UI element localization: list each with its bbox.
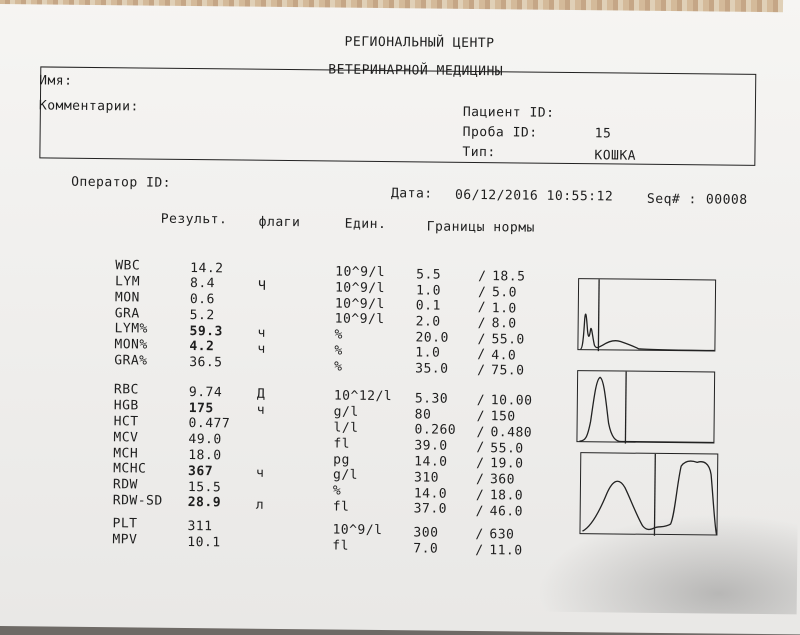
result-param-name: RDW (112, 477, 139, 493)
result-range-low: 0.1 (415, 298, 441, 314)
range-separator: / (476, 440, 485, 456)
name-label: Имя: (39, 73, 73, 89)
result-range-low: 1.0 (415, 345, 441, 361)
result-range-low: 35.0 (415, 361, 449, 377)
result-value: 18.0 (188, 447, 222, 464)
wbc-histogram (577, 278, 716, 351)
range-separator: / (475, 503, 485, 519)
result-unit: % (332, 483, 342, 499)
plt-histogram-curve (580, 453, 719, 536)
result-range-high: 55.0 (490, 440, 524, 457)
result-param-name: MON (114, 290, 140, 306)
range-separator: / (475, 487, 485, 503)
date-value: 06/12/2016 10:55:12 (454, 187, 614, 205)
date-label: Дата: (390, 186, 433, 202)
background-fabric (0, 0, 783, 12)
result-unit: 10^9/l (334, 312, 385, 328)
result-unit: % (334, 359, 343, 375)
range-separator: / (476, 408, 486, 424)
result-flag: Д (256, 386, 266, 402)
report-title-line2: ВЕТЕРИНАРНОЙ МЕДИЦИНЫ (328, 62, 504, 80)
result-param-name: GRA% (114, 352, 148, 369)
result-value: 311 (187, 518, 213, 535)
result-range-high: 19.0 (490, 456, 524, 472)
result-param-name: MON% (114, 337, 148, 353)
result-value: 367 (188, 463, 214, 480)
range-separator: / (475, 526, 484, 543)
range-separator: / (476, 392, 486, 409)
result-value: 0.6 (189, 292, 215, 308)
result-unit: 10^9/l (332, 522, 383, 539)
result-range-low: 5.5 (416, 267, 442, 283)
result-param-name: RDW-SD (112, 493, 163, 509)
result-range-low: 300 (413, 525, 439, 541)
type-label: Тип: (462, 144, 496, 161)
sample-id-label: Проба ID: (462, 124, 538, 141)
plt-histogram (579, 452, 718, 535)
result-range-high: 8.0 (491, 316, 517, 332)
result-value: 8.4 (189, 276, 216, 292)
range-separator: / (476, 456, 485, 472)
result-value: 14.2 (190, 260, 224, 277)
result-unit: fl (332, 499, 350, 515)
range-separator: / (477, 331, 486, 347)
result-range-high: 0.480 (490, 424, 533, 441)
rbc-histogram-curve (577, 371, 716, 444)
result-param-name: GRA (114, 305, 140, 322)
result-range-low: 2.0 (415, 314, 441, 330)
result-unit: g/l (332, 467, 359, 484)
result-range-high: 55.0 (491, 332, 525, 348)
result-range-low: 0.260 (414, 422, 457, 439)
result-range-high: 18.5 (492, 269, 526, 285)
result-unit: 10^12/l (333, 388, 393, 405)
result-value: 49.0 (188, 432, 222, 448)
result-unit: fl (333, 436, 351, 452)
result-range-high: 1.0 (491, 300, 517, 317)
result-flag: ч (256, 402, 266, 418)
result-param-name: RBC (113, 382, 139, 398)
result-param-name: MCV (113, 430, 139, 446)
result-range-high: 75.0 (491, 363, 525, 379)
result-range-high: 11.0 (489, 543, 523, 559)
result-range-high: 150 (490, 409, 516, 425)
result-range-high: 360 (489, 472, 516, 488)
result-param-name: PLT (112, 516, 138, 532)
result-range-high: 46.0 (489, 503, 524, 520)
range-separator: / (477, 300, 487, 316)
col-header-result: Результ. (160, 211, 228, 228)
result-range-low: 1.0 (415, 282, 442, 299)
result-value: 36.5 (189, 354, 223, 371)
result-range-low: 20.0 (415, 330, 449, 346)
result-value: 5.2 (189, 307, 215, 324)
result-param-name: MCHC (113, 461, 147, 477)
patient-info-box (39, 66, 756, 165)
result-range-low: 7.0 (413, 541, 439, 557)
comments-label: Комментарии: (38, 98, 139, 115)
result-value: 15.5 (187, 479, 222, 495)
result-range-low: 14.0 (413, 486, 448, 502)
result-unit: % (334, 327, 343, 343)
result-flag: ч (257, 341, 266, 357)
seq-label: Seq# : (646, 191, 698, 208)
result-value: 0.477 (188, 416, 231, 432)
result-flag: Ч (257, 278, 267, 294)
result-range-low: 37.0 (413, 501, 448, 518)
result-range-high: 18.0 (489, 488, 524, 504)
col-header-units: Един. (344, 216, 387, 233)
type-value: КОШКА (594, 148, 637, 164)
col-header-flags: флаги (258, 214, 301, 231)
result-unit: % (334, 343, 343, 359)
result-flag: л (255, 497, 265, 513)
result-value: 9.74 (188, 384, 223, 401)
result-param-name: MPV (112, 532, 138, 548)
result-range-high: 10.00 (490, 393, 533, 409)
report-title-line1: РЕГИОНАЛЬНЫЙ ЦЕНТР (344, 34, 495, 52)
range-separator: / (477, 363, 486, 379)
result-unit: 10^9/l (335, 264, 386, 281)
result-unit: 10^9/l (334, 280, 386, 297)
result-range-low: 39.0 (414, 438, 448, 454)
result-value: 175 (188, 400, 214, 416)
result-range-low: 80 (414, 407, 432, 423)
result-range-high: 4.0 (491, 347, 517, 364)
result-range-low: 14.0 (414, 454, 448, 470)
range-separator: / (475, 542, 484, 558)
col-header-range: Границы нормы (426, 219, 535, 236)
operator-label: Оператор ID: (71, 174, 172, 191)
rbc-histogram (576, 370, 715, 443)
result-flag: ч (255, 465, 265, 481)
seq-value: 00008 (705, 192, 748, 208)
result-param-name: HGB (113, 398, 139, 414)
sample-id-value: 15 (594, 126, 612, 142)
wbc-histogram-curve (578, 279, 717, 352)
result-param-name: HCT (113, 414, 139, 430)
range-separator: / (477, 347, 486, 363)
result-unit: 10^9/l (334, 296, 385, 312)
result-param-name: WBC (115, 258, 141, 274)
range-separator: / (478, 268, 487, 285)
result-range-high: 630 (489, 527, 515, 543)
result-value: 10.1 (187, 534, 221, 550)
range-separator: / (477, 284, 487, 300)
result-param-name: LYM (114, 274, 141, 290)
patient-id-label: Пациент ID: (462, 104, 555, 121)
range-separator: / (476, 424, 485, 440)
result-range-low: 5.30 (414, 391, 449, 407)
range-separator: / (477, 316, 487, 332)
result-value: 59.3 (189, 323, 223, 339)
range-separator: / (475, 471, 485, 488)
result-unit: g/l (333, 404, 359, 420)
result-flag: ч (257, 325, 266, 341)
result-range-low: 310 (413, 470, 440, 486)
result-unit: pg (333, 452, 350, 468)
result-value: 28.9 (187, 495, 222, 511)
result-param-name: MCH (113, 445, 139, 462)
result-param-name: LYM% (114, 321, 148, 337)
result-range-high: 5.0 (491, 285, 518, 301)
result-unit: l/l (333, 420, 359, 436)
result-unit: fl (332, 538, 350, 554)
result-value: 4.2 (189, 339, 215, 355)
